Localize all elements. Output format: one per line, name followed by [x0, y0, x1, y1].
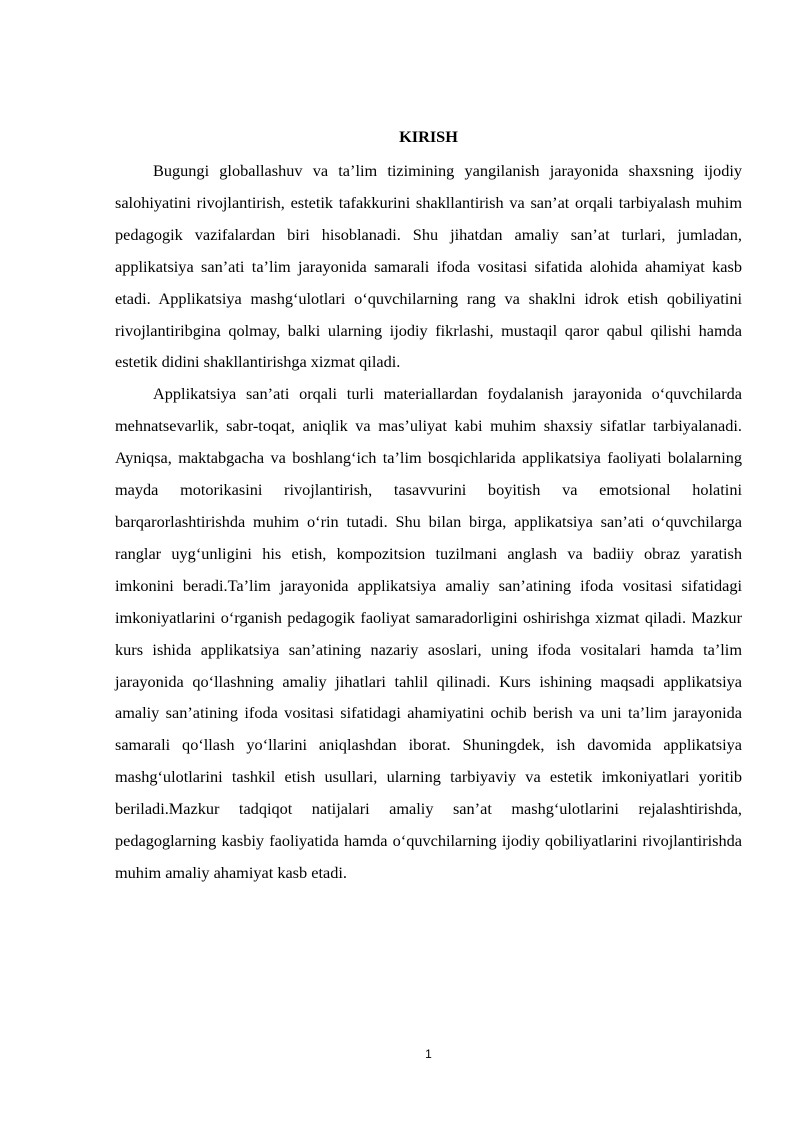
page-title: KIRISH — [399, 127, 458, 146]
paragraph-1: Bugungi globallashuv va ta’lim tizimining yangilanish jarayonida shaxsning ijodiy salohiyatini rivojlantirish, estetik tafakkurini shakllantirish va san’at orqali tarbiyalash muhim pedagogik vazifalardan biri hisoblanadi. Shu jihatdan amaliy san’at turlari, jumladan, applikatsiya san’ati ta’lim jarayonida samarali ifoda vositasi sifatida alohida ahamiyat kasb etadi. Applikatsiya mashg‘ulotlari o‘quvchilarning rang va shaklni idrok etish qobiliyatini rivojlantiribgina qolmay, balki ularning ijodiy fikrlashi, mustaqil qaror qabul qilishi hamda estetik didini shakllantirishga xizmat qiladi. — [115, 161, 742, 372]
paragraph-2: Applikatsiya san’ati orqali turli materiallardan foydalanish jarayonida o‘quvchilarda mehnatsevarlik, sabr-toqat, aniqlik va mas’uliyat kabi muhim shaxsiy sifatlar tarbiyalanadi. Ayniqsa, maktabgacha va boshlang‘ich ta’lim bosqichlarida applikatsiya faoliyati bolalarning mayda motorikasini rivojlantirish, tasavvurini boyitish va emotsional holatini barqarorlashtirishda muhim o‘rin tutadi. Shu bilan birga, applikatsiya san’ati o‘quvchilarga ranglar uyg‘unligini his etish, kompozitsion tuzilmani anglash va badiiy obraz yaratish imkonini beradi.Ta’lim jarayonida applikatsiya amaliy san’atining ifoda vositasi sifatidagi imkoniyatlarini o‘rganish pedagogik faoliyat samaradorligini oshirishga xizmat qiladi. Mazkur kurs ishida applikatsiya san’atining nazariy asoslari, uning ifoda vositalari hamda ta’lim jarayonida qo‘llashning amaliy jihatlari tahlil qilinadi. Kurs ishining maqsadi applikatsiya amaliy san’atining ifoda vositasi sifatidagi ahamiyatini ochib berish va uni ta’lim jarayonida samarali qo‘llash yo‘llarini aniqlashdan iborat. Shuningdek, ish davomida applikatsiya mashg‘ulotlarini tashkil etish usullari, ularning tarbiyaviy va estetik imkoniyatlari yoritib beriladi.Mazkur tadqiqot natijalari amaliy san’at mashg‘ulotlarini rejalashtirishda, pedagoglarning kasbiy faoliyatida hamda o‘quvchilarning ijodiy qobiliyatlarini rivojlantirishda muhim amaliy ahamiyat kasb etadi. — [115, 384, 742, 882]
page-number: 1 — [425, 1047, 432, 1061]
document-body — [115, 155, 742, 889]
